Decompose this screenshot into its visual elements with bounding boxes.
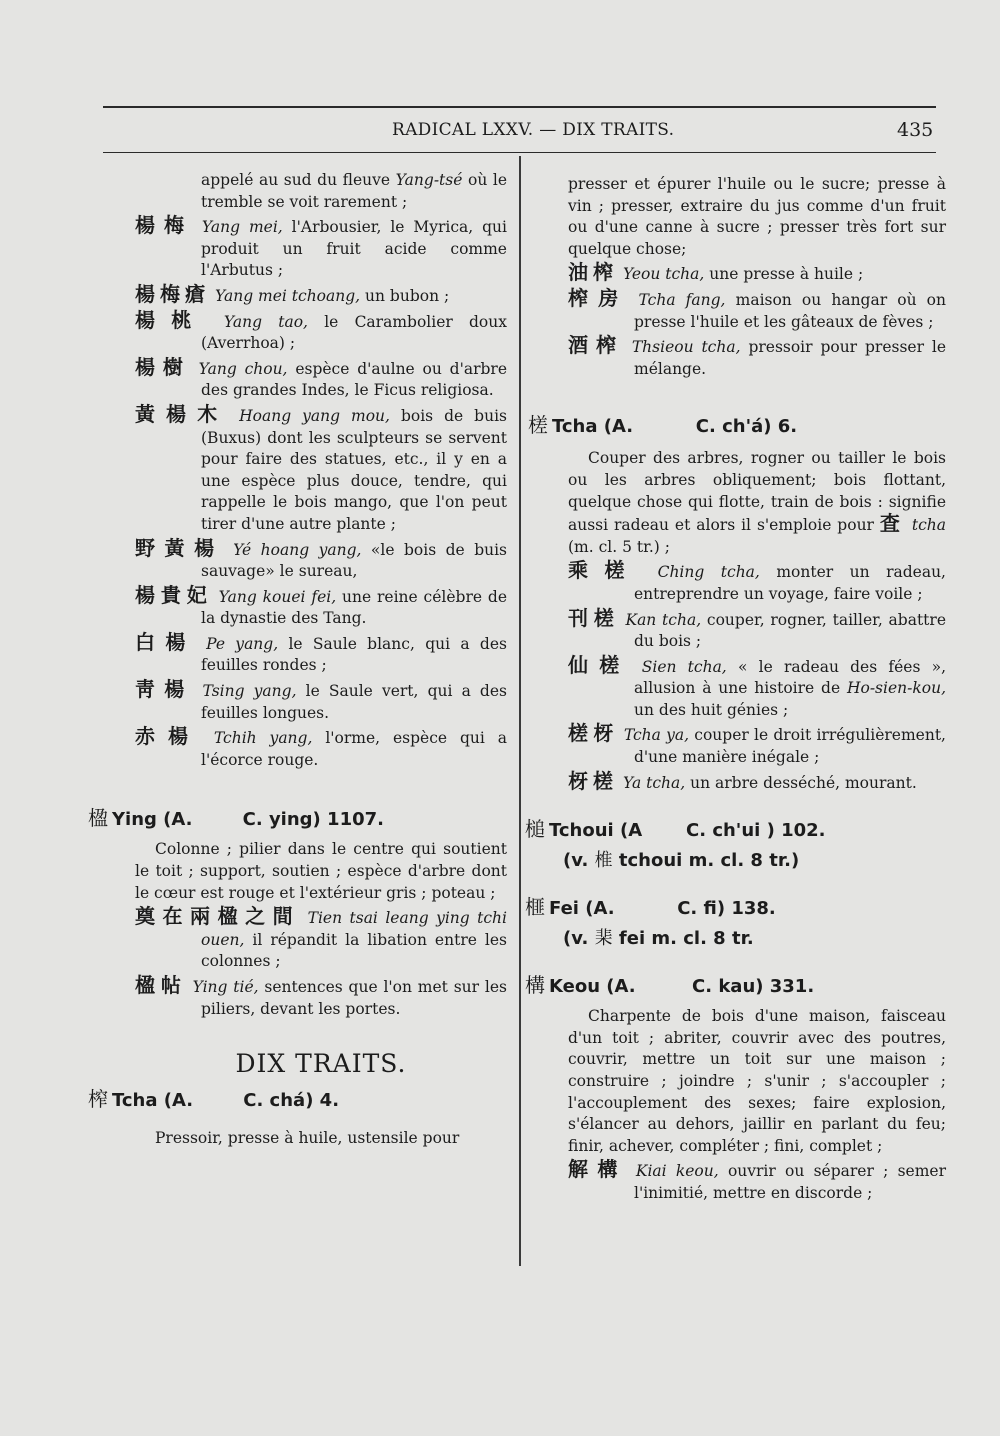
chinese-term: 黃楊木 (135, 401, 229, 426)
chinese-term: 酒榨 (568, 333, 624, 358)
chinese-term: 楊梅瘡 (135, 281, 210, 306)
chinese-term: 野黃楊 (135, 535, 224, 560)
page-number: 435 (897, 119, 934, 141)
gloss: un arbre desséché, mourant. (690, 773, 917, 792)
romanization: Sien tcha, (641, 657, 727, 676)
definition-ying: Colonne ; pilier dans le centre qui soutient le toit ; support, soutien ; espèce d'arbre dont le cœur est rouge et l'extérieur gris ; poteau ; (135, 840, 507, 902)
gloss: ouvrir ou séparer ; semer l'inimitié, mettre en discorde ; (634, 1162, 946, 1202)
entry-heading-ying: 楹 Ying (A. C. ying) 1107. (88, 806, 384, 831)
left-column (88, 170, 508, 1152)
entry-heading-fei: 榧 Fei (A. C. fi) 138. (525, 895, 776, 920)
compound-entry (568, 605, 946, 653)
compound-entry (135, 215, 507, 282)
entry-heading-tcha: 榨 Tcha (A. C. chá) 4. (88, 1087, 340, 1112)
gloss: le Saule vert, qui a des feuilles longues. (201, 682, 507, 722)
chinese-term: 楹帖 (135, 973, 187, 997)
gloss: couper le droit irrégulièrement, d'une manière inégale ; (634, 726, 946, 767)
gloss: couper, rogner, tailler, abattre du bois ; (634, 610, 946, 651)
romanization: Yang mei, (201, 218, 283, 237)
chinese-term: 靑楊 (135, 677, 194, 702)
romanization: Kiai keou, (635, 1162, 719, 1181)
romanization: Yang chou, (198, 359, 288, 378)
chinese-term: 油榨 (568, 260, 618, 285)
entry-heading-tchoui: 槌 Tchoui (A C. ch'ui ) 102. (525, 817, 826, 842)
gloss: maison ou hangar où on presse l'huile et les gâteaux de fèves ; (634, 290, 946, 331)
compound-entry (135, 582, 507, 630)
definition-tcha: Pressoir, presse à huile, ustensile pour (155, 1129, 460, 1148)
romanization: Ching tcha, (657, 563, 760, 582)
gloss: l'orme, espèce qui a l'écorce rouge. (201, 729, 507, 769)
compound-entry (135, 726, 507, 771)
compound-entries (135, 215, 507, 771)
gloss: « le radeau des fées », allusion à une histoire de (634, 657, 947, 698)
gloss: l'Arbousier, le Myrica, qui produit un fruit acide comme l'Arbutus ; (201, 218, 507, 280)
gloss: monter un radeau, entreprendre un voyage, faire voile ; (634, 563, 946, 603)
chinese-term: 赤楊 (135, 724, 201, 749)
compound-entry (135, 307, 507, 355)
compound-entry (135, 906, 507, 973)
compound-entry (135, 679, 507, 724)
cross-ref-tchoui: (v. 椎 tchoui m. cl. 8 tr.) (563, 850, 800, 872)
romanization: Hoang yang mou, (239, 406, 390, 425)
chinese-term: 楊貴妃 (135, 582, 213, 607)
gloss: espèce d'aulne ou d'arbre des grandes Indes, le Ficus religiosa. (201, 359, 507, 400)
gloss: le Saule blanc, qui a des feuilles rondes ; (201, 634, 507, 675)
running-header: RADICAL LXXV. — DIX TRAITS. (392, 120, 675, 140)
compound-entry (568, 652, 947, 722)
romanization: Yé hoang yang, (233, 540, 362, 559)
right-column (525, 170, 947, 1207)
chinese-term: 榨房 (568, 285, 629, 310)
continuation-text: appelé au sud du fleuve Yang-tsé où le tremble se voit rarement ; (201, 171, 508, 211)
compound-entry (568, 768, 946, 795)
romanization: Pe yang, (206, 634, 279, 653)
romanization: Tien tsai leang ying tchi ouen, (201, 909, 507, 949)
romanization: Ying tié, (192, 978, 259, 996)
gloss: sentences que l'on met sur les piliers, devant les portes. (201, 978, 507, 1018)
romanization: Yang kouei fei, (218, 587, 337, 606)
gloss: le Carambolier doux (Averrhoa) ; (201, 312, 507, 353)
compound-entry (568, 335, 946, 380)
romanization: Kan tcha, (625, 610, 702, 629)
compound-entry (568, 723, 946, 768)
romanization: Tcha ya, (623, 726, 690, 745)
entry-heading-tcha2: 槎 Tcha (A. C. ch'á) 6. (528, 413, 798, 438)
gloss: bois de buis (Buxus) dont les sculpteurs se servent pour faire des statues, etc., il y en a une espèce plus douce, tendre, qui rappelle le bois mango, que l'on peut tirer d'une autre plante ; (201, 406, 507, 533)
chinese-term: 槎枒 (568, 721, 619, 746)
romanization: Tsing yang, (202, 682, 297, 701)
romanization: Yeou tcha, (622, 265, 705, 284)
compound-entry (135, 975, 507, 1020)
chinese-term: 枒槎 (568, 768, 618, 793)
column-divider (519, 156, 521, 1266)
definition-tcha2: Couper des arbres, rogner ou tailler le bois ou les arbres obliquement; bois flottant, quelque chose qui flotte, train de bois : signifie aussi radeau et alors il s'emploie pour 査 tcha (m. cl. 5 tr.) ; (568, 449, 946, 556)
gloss: un des huit génies ; (634, 700, 789, 719)
compound-entry (568, 262, 946, 286)
chinese-term: 刊槎 (568, 605, 620, 630)
chinese-term: 仙槎 (568, 652, 631, 677)
romanization: Yang mei tchoang, (214, 286, 361, 305)
gloss: un bubon ; (365, 286, 450, 305)
cross-ref-fei: (v. 棐 fei m. cl. 8 tr. (563, 928, 754, 950)
chinese-term: 奠在兩楹之間 (135, 904, 301, 929)
section-title: DIX TRAITS. (235, 1049, 407, 1079)
compound-entry (135, 535, 508, 583)
compound-entry (568, 285, 946, 333)
compound-entry (135, 401, 507, 536)
header-bottom-rule (103, 152, 936, 153)
romanization: Thsieou tcha, (631, 338, 741, 357)
romanization: Ya tcha, (622, 773, 686, 792)
romanization: Ho-sien-kou, (846, 679, 946, 698)
compound-entries-right (568, 262, 946, 380)
gloss: il répandit la libation entre les colonnes ; (201, 930, 507, 971)
compound-entries-tcha2 (568, 560, 946, 794)
definition-keou: Charpente de bois d'une maison, faisceau d'un toit ; abriter, couvrir avec des poutres, couvrir, mettre un toit sur une maison ; construire ; joindre ; s'unir ; s'accoupler ; l'accouplement des sexes; faire explosion, s'élancer au dehors, jaillir en parlant du feu; finir, achever, compléter ; fini, complet ; (568, 1007, 946, 1155)
gloss: «le bois de buis sauvage» le sureau, (201, 540, 508, 581)
compound-entries-keou (568, 1159, 946, 1204)
chinese-term: 楊梅 (135, 213, 193, 238)
romanization: Tcha fang, (638, 290, 726, 309)
gloss: une reine célèbre de la dynastie des Tang. (201, 587, 507, 628)
chinese-term: 解構 (568, 1157, 627, 1182)
compound-entry (568, 560, 946, 605)
chinese-term: 楊桃 (135, 307, 208, 332)
compound-entry (135, 629, 507, 677)
romanization: Tchih yang, (213, 729, 313, 748)
compound-entries-ying (135, 906, 507, 1020)
compound-entry (135, 354, 507, 402)
gloss: pressoir pour presser le mélange. (634, 338, 947, 378)
chinese-term: 白楊 (135, 629, 196, 654)
gloss: une presse à huile ; (709, 265, 864, 284)
entry-heading-keou: 構 Keou (A. C. kau) 331. (525, 973, 815, 998)
compound-entry (135, 281, 507, 308)
compound-entry (568, 1159, 946, 1204)
continuation-text-right: presser et épurer l'huile ou le sucre; presse à vin ; presser, extraire du jus comme d'un fruit ou d'une canne à sucre ; presser très fort sur quelque chose; (568, 175, 946, 258)
chinese-term: 楊樹 (135, 354, 191, 379)
header-top-rule (103, 106, 936, 108)
chinese-term: 乘槎 (568, 558, 642, 583)
romanization: Yang tao, (223, 312, 308, 331)
